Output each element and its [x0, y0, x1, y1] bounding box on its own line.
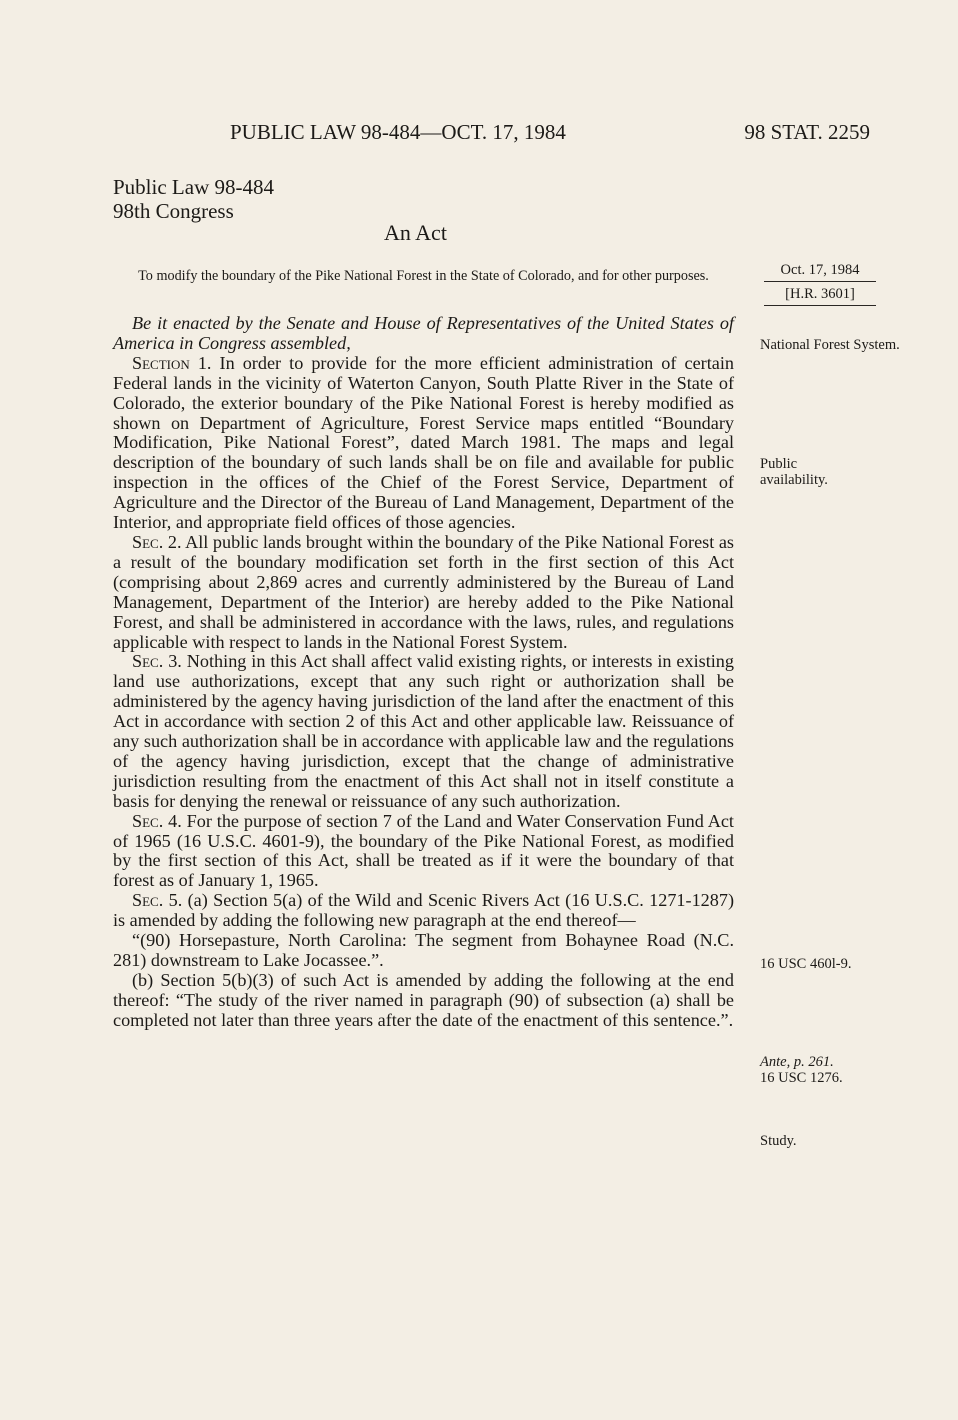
page-header: [230, 120, 870, 150]
law-identifier: [113, 175, 274, 223]
section-3: [113, 652, 734, 811]
section-4-label: Sec. 4.: [132, 810, 182, 831]
section-2-text: All public lands brought within the boundary of the Pike National Forest as a result of the boundary modification set forth in the first section of this Act (comprising about 2,869 acres and currently administered by the Bureau of Land Management, Department of the Interior) are hereby added to the Pike National Forest, and shall be administered in accordance with the laws, rules, and regulations applicable with respect to lands in the National Forest System.: [113, 531, 734, 652]
margin-note-usc-citation: 16 USC 460l-9.: [760, 956, 852, 972]
purpose-statement: To modify the boundary of the Pike National Forest in the State of Colorado, and for other purposes.: [138, 268, 709, 284]
section-2: [113, 533, 734, 652]
section-5a-text: (a) Section 5(a) of the Wild and Scenic Rivers Act (16 U.S.C. 1271-1287) is amended by adding the following new paragraph at the end thereof—: [113, 890, 734, 931]
section-5b: (b) Section 5(b)(3) of such Act is amended by adding the following at the end thereof: “The study of the river named in paragraph (90) of subsection (a) shall be completed not later than three years after the date of the enactment of this sentence.”.: [113, 969, 734, 1030]
enacting-clause: Be it enacted by the Senate and House of Representatives of the United States of America in Congress assembled,: [113, 313, 734, 353]
congress-number: 98th Congress: [113, 199, 234, 223]
margin-note-ante: Ante, p. 261.: [760, 1054, 834, 1070]
section-2-label: Sec. 2.: [132, 531, 182, 552]
statute-page-reference: 98 STAT. 2259: [744, 120, 870, 144]
section-3-label: Sec. 3.: [132, 651, 182, 672]
act-title: An Act: [384, 220, 447, 245]
enactment-date-block: [764, 262, 876, 306]
section-3-text: Nothing in this Act shall affect valid existing rights, or interests in existing land use authorizations, except that any such right or authorization shall be administered by the agency having jurisdiction of the land after the enactment of this Act in accordance with section 2 of this Act and other applicable law. Reissuance of any such authorization shall be in accordance with applicable law and the regulations of the agency having jurisdiction, except that the change of administrative jurisdiction resulting from the enactment of this Act shall not in itself constitute a basis for denying the renewal or reissuance of any such authorization.: [113, 651, 734, 811]
bill-number: [H.R. 3601]: [764, 282, 876, 306]
margin-note-study: Study.: [760, 1133, 797, 1149]
section-4-text: For the purpose of section 7 of the Land and Water Conservation Fund Act of 1965 (16 U.S.C. 4601-9), the boundary of the Pike National Forest, as modified by the first section of this Act, shall be treated as if it were the boundary of that forest as of January 1, 1965.: [113, 810, 734, 891]
act-body: [113, 314, 734, 1031]
margin-note-national-forest-system: National Forest System.: [760, 337, 900, 353]
section-1: [113, 354, 734, 533]
margin-note-cross-reference: [760, 1054, 900, 1086]
enactment-date: Oct. 17, 1984: [764, 262, 876, 282]
section-4: [113, 812, 734, 892]
public-law-number: Public Law 98-484: [113, 175, 274, 199]
margin-note-usc-1276: 16 USC 1276.: [760, 1070, 843, 1086]
section-5-label: Sec. 5.: [132, 890, 183, 911]
section-1-text: In order to provide for the more efficient administration of certain Federal lands in the vicinity of Waterton Canyon, South Platte River in the State of Colorado, the exterior boundary of the Pike National Forest is hereby modified as shown on Department of Agriculture, Forest Service maps entitled “Boundary Modification, Pike National Forest”, dated March 1981. The maps and legal description of the boundary of such lands shall be on file and available for public inspection in the offices of the Chief of the Forest Service, Department of Agriculture and the Director of the Bureau of Land Management, Department of the Interior, and appropriate field offices of those agencies.: [113, 352, 734, 533]
running-title: PUBLIC LAW 98-484—OCT. 17, 1984: [230, 120, 566, 144]
margin-note-public-availability: Public availability.: [760, 456, 828, 488]
section-5-quoted-paragraph: “(90) Horsepasture, North Carolina: The segment from Bohaynee Road (N.C. 281) downstream to Lake Jocassee.”.: [113, 930, 734, 970]
section-1-label: Section 1.: [132, 352, 212, 373]
section-5a: [113, 891, 734, 931]
